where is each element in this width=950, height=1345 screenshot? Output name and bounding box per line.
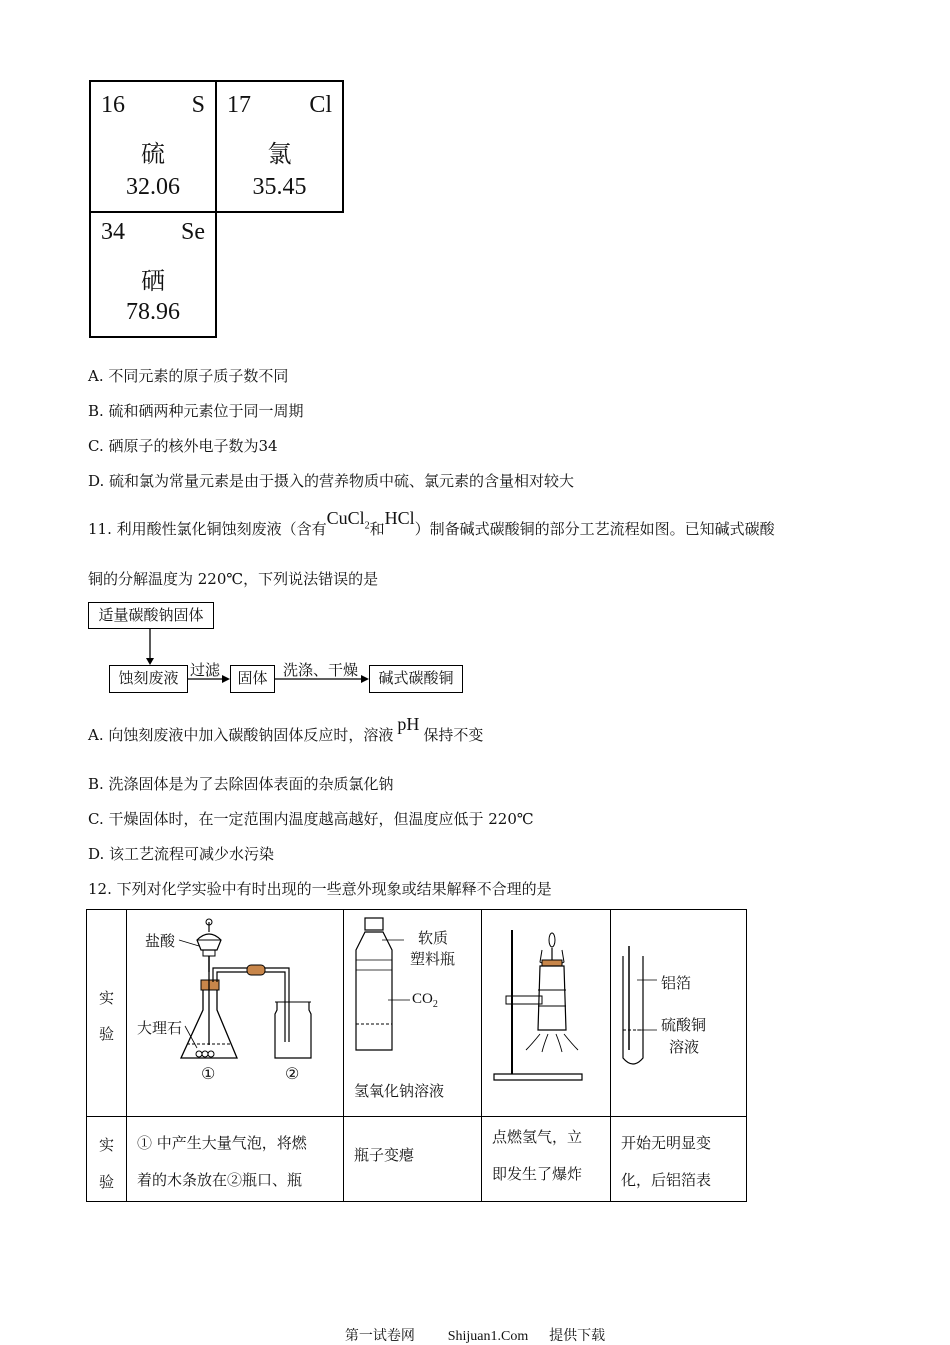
flow-end-box: 碱式碳酸铜 (369, 665, 463, 693)
result-cell-1: ① 中产生大量气泡，将燃 着的木条放在②瓶口、瓶 (127, 1117, 344, 1202)
flow-step2-label: 洗涤、干燥 (283, 661, 359, 679)
element-name: 硒 (141, 267, 165, 295)
result-cell-4: 开始无明显变 化，后铝箔表 (611, 1117, 747, 1202)
q11-stem-line2: 铜的分解温度为 220℃，下列说法错误的是 (88, 570, 379, 588)
q10-option-d: D. 硫和氯为常量元素是由于摄入的营养物质中硫、氯元素的含量相对较大 (88, 472, 575, 490)
experiment-figure-4 (611, 910, 747, 1117)
q11-option-b: B. 洗涤固体是为了去除固体表面的杂质氯化钠 (88, 775, 394, 793)
q10-option-b: B. 硫和硒两种元素位于同一周期 (88, 402, 304, 420)
label-aluminum-foil: 铝箔 (661, 974, 692, 992)
label-solution: 溶液 (669, 1038, 700, 1056)
formula-ph: pH (397, 714, 420, 734)
formula-hcl: HCl (384, 508, 415, 528)
label-apparatus-1: ① (201, 1064, 216, 1083)
formula-cucl2: CuCl$_2$ (326, 508, 370, 532)
element-symbol: Cl (309, 92, 332, 118)
experiment-figure-1 (127, 910, 344, 1117)
label-marble: 大理石 (137, 1019, 183, 1037)
label-plastic-bottle: 塑料瓶 (410, 950, 456, 968)
q11-option-c: C. 干燥固体时，在一定范围内温度越高越好，但温度应低于 220℃ (88, 810, 534, 828)
element-name: 氯 (267, 140, 292, 168)
atomic-mass: 35.45 (252, 174, 307, 200)
atomic-number: 17 (227, 92, 251, 118)
flow-step1-label: 过滤 (190, 661, 221, 679)
label-copper-sulfate: 硫酸铜 (661, 1016, 707, 1034)
experiment-table (86, 909, 747, 1202)
atomic-number: 16 (101, 92, 125, 118)
row-header-result: 实 验 (87, 1117, 127, 1202)
footer-site: 第一试卷网 (344, 1328, 415, 1344)
flow-reagent-box: 适量碳酸钠固体 (88, 602, 214, 629)
label-hydrochloric-acid: 盐酸 (145, 932, 176, 950)
result-cell-3: 点燃氢气，立 即发生了爆炸 (482, 1117, 611, 1202)
label-apparatus-2: ② (285, 1064, 300, 1083)
element-name: 硫 (141, 140, 165, 168)
q10-option-c: C. 硒原子的核外电子数为34 (88, 437, 278, 455)
footer-text: 提供下载 (549, 1328, 606, 1344)
experiment-figure-3 (482, 910, 611, 1117)
experiment-figure-2 (344, 910, 482, 1117)
page-footer (0, 1325, 950, 1345)
atomic-mass: 32.06 (126, 174, 180, 200)
row-header-experiment: 实 验 (87, 910, 127, 1117)
label-co2: $CO_2$ (412, 991, 438, 1010)
label-soft-bottle: 软质 (418, 929, 449, 947)
q11-option-d: D. 该工艺流程可减少水污染 (88, 845, 275, 863)
q10-option-a: A. 不同元素的原子质子数不同 (88, 367, 289, 385)
result-cell-2: 瓶子变瘪 (344, 1117, 482, 1202)
flow-mid-box: 固体 (230, 665, 275, 693)
hydrogen-combustion-illustration (482, 910, 610, 1117)
footer-url[interactable]: Shijuan1.Com (447, 1329, 529, 1344)
element-symbol: S (191, 92, 205, 118)
q11-option-a: A. 向蚀刻废液中加入碳酸钠固体反应时，溶液pH保持不变 (88, 714, 484, 744)
element-symbol: Se (181, 219, 205, 245)
q11-stem-line1: 11. 利用酸性氯化铜蚀刻废液（含有CuCl$_2$和HCl）制备碱式碳酸铜的部分工艺流程如图。已知碱式碳酸 (88, 508, 775, 538)
atomic-number: 34 (101, 219, 125, 245)
atomic-mass: 78.96 (126, 299, 180, 325)
q12-stem: 12. 下列对化学实验中有时出现的一些意外现象或结果解释不合理的是 (88, 880, 552, 898)
label-sodium-hydroxide: 氢氧化钠溶液 (354, 1082, 445, 1100)
flow-start-box: 蚀刻废液 (109, 665, 188, 693)
